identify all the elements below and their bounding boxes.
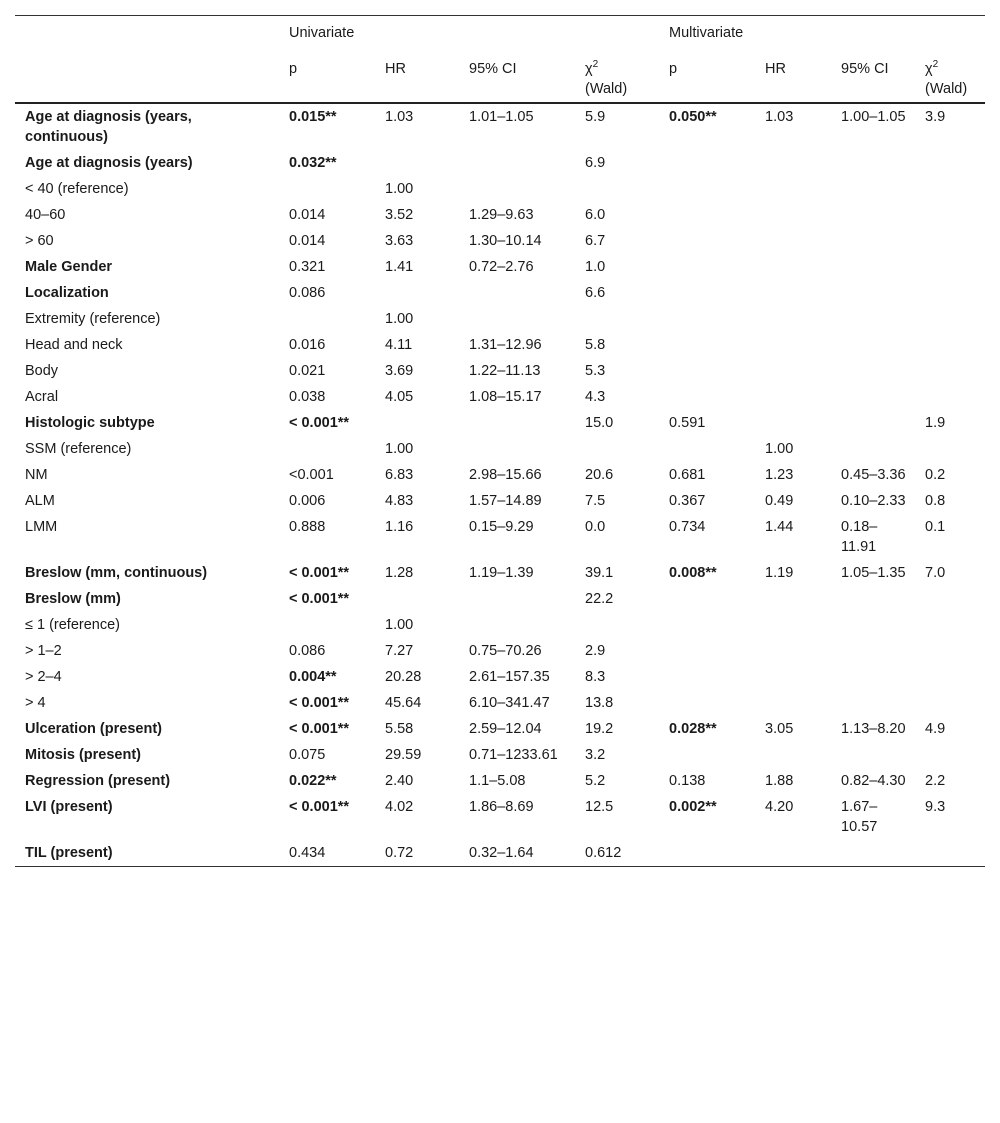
row-label: > 4 <box>25 695 46 711</box>
table-row <box>15 462 985 488</box>
chi-superscript: 2 <box>592 59 599 71</box>
table-cell: 0.138 <box>669 773 706 789</box>
table-cell: 6.10–341.47 <box>469 695 550 711</box>
col-header-multi-ci: 95% CI <box>831 52 915 103</box>
table-row <box>15 410 985 436</box>
table-cell <box>659 586 755 612</box>
table-cell <box>659 306 755 332</box>
table-cell: 4.83 <box>385 493 414 509</box>
table-cell: < 0.001** <box>289 415 350 431</box>
table-cell: 1.00–1.05 <box>841 109 906 125</box>
table-row <box>15 202 985 228</box>
row-label: Localization <box>25 285 109 301</box>
table-cell <box>915 742 985 768</box>
table-cell <box>831 150 915 176</box>
table-cell: 7.0 <box>925 565 946 581</box>
table-cell <box>755 638 831 664</box>
header-multivariate: Multivariate <box>659 16 985 53</box>
table-cell: 2.40 <box>385 773 414 789</box>
table-cell: 1.00 <box>385 617 414 633</box>
table-row <box>15 358 985 384</box>
table-cell <box>831 638 915 664</box>
row-label: Histologic subtype <box>25 415 155 431</box>
table-cell: 1.28 <box>385 565 414 581</box>
table-cell: 39.1 <box>585 565 614 581</box>
table-cell <box>575 176 659 202</box>
table-row <box>15 280 985 306</box>
table-cell: 0.016 <box>289 337 326 353</box>
table-cell: 0.8 <box>925 493 946 509</box>
table-cell: 1.41 <box>385 259 414 275</box>
table-cell <box>755 358 831 384</box>
table-cell: 0.591 <box>669 415 706 431</box>
table-cell <box>375 150 459 176</box>
table-cell: 0.15–9.29 <box>469 519 534 535</box>
table-cell: 19.2 <box>585 721 614 737</box>
table-cell: 1.67–10.57 <box>841 799 878 835</box>
table-cell <box>755 840 831 867</box>
col-header-uni-hr: HR <box>375 52 459 103</box>
table-cell <box>831 332 915 358</box>
table-cell <box>915 384 985 410</box>
table-row <box>15 612 985 638</box>
table-cell <box>915 436 985 462</box>
table-cell <box>831 742 915 768</box>
row-label: Age at diagnosis (years, continuous) <box>25 109 192 145</box>
row-label: LVI (present) <box>25 799 113 815</box>
table-cell <box>659 742 755 768</box>
table-cell <box>915 228 985 254</box>
table-cell <box>915 202 985 228</box>
table-cell <box>659 254 755 280</box>
table-cell <box>279 612 375 638</box>
chi-wald-label: (Wald) <box>585 81 628 97</box>
table-cell: 5.8 <box>585 337 606 353</box>
table-cell <box>755 176 831 202</box>
table-cell: 0.021 <box>289 363 326 379</box>
table-cell: 1.44 <box>765 519 794 535</box>
table-cell: 6.83 <box>385 467 414 483</box>
table-cell: 9.3 <box>925 799 946 815</box>
table-cell: 6.9 <box>585 155 606 171</box>
table-cell: 0.022** <box>289 773 337 789</box>
table-cell: 0.82–4.30 <box>841 773 906 789</box>
table-cell <box>659 150 755 176</box>
col-header-uni-ci: 95% CI <box>459 52 575 103</box>
table-cell: 5.9 <box>585 109 606 125</box>
table-row <box>15 638 985 664</box>
table-cell: < 0.001** <box>289 799 350 815</box>
table-cell: 6.0 <box>585 207 606 223</box>
table-cell: 0.2 <box>925 467 946 483</box>
table-cell: 2.59–12.04 <box>469 721 542 737</box>
table-cell: 0.050** <box>669 109 717 125</box>
table-cell <box>831 306 915 332</box>
table-cell: 1.86–8.69 <box>469 799 534 815</box>
row-label: SSM (reference) <box>25 441 132 457</box>
table-row <box>15 794 985 840</box>
table-cell <box>915 254 985 280</box>
table-row <box>15 768 985 794</box>
table-cell: 12.5 <box>585 799 614 815</box>
table-cell <box>755 306 831 332</box>
table-cell <box>915 150 985 176</box>
row-label: Extremity (reference) <box>25 311 161 327</box>
table-row <box>15 586 985 612</box>
table-cell <box>659 690 755 716</box>
table-header <box>15 16 985 104</box>
table-cell: 1.30–10.14 <box>469 233 542 249</box>
table-cell <box>755 586 831 612</box>
chi-symbol: χ <box>925 61 933 77</box>
table-cell: 0.321 <box>289 259 326 275</box>
table-cell <box>659 358 755 384</box>
table-row <box>15 436 985 462</box>
table-cell: 29.59 <box>385 747 422 763</box>
table-row <box>15 176 985 202</box>
table-row <box>15 664 985 690</box>
table-cell <box>659 202 755 228</box>
table-row <box>15 560 985 586</box>
table-cell <box>459 306 575 332</box>
row-label: Regression (present) <box>25 773 171 789</box>
table-cell <box>915 664 985 690</box>
chi-superscript: 2 <box>932 59 939 71</box>
table-cell: 1.0 <box>585 259 606 275</box>
col-header-multi-p: p <box>659 52 755 103</box>
row-label: Body <box>25 363 59 379</box>
table-cell: 0.028** <box>669 721 717 737</box>
table-cell <box>831 664 915 690</box>
hazard-ratio-table <box>15 15 985 867</box>
table-container <box>15 15 985 867</box>
table-row <box>15 840 985 867</box>
table-cell <box>755 202 831 228</box>
row-label: < 40 (reference) <box>25 181 129 197</box>
table-cell: 7.5 <box>585 493 606 509</box>
table-cell <box>459 176 575 202</box>
table-cell: 0.367 <box>669 493 706 509</box>
row-label: TIL (present) <box>15 840 279 867</box>
table-cell: 1.16 <box>385 519 414 535</box>
table-cell: 1.13–8.20 <box>841 721 906 737</box>
table-cell: 0.0 <box>585 519 606 535</box>
table-cell: 0.1 <box>925 519 946 535</box>
row-label: ALM <box>25 493 55 509</box>
table-cell: 0.734 <box>669 519 706 535</box>
table-cell: 0.888 <box>289 519 326 535</box>
table-cell: 1.1–5.08 <box>469 773 526 789</box>
table-cell: 1.03 <box>765 109 794 125</box>
header-empty-cell <box>15 16 279 53</box>
table-cell <box>375 410 459 436</box>
table-cell: 0.18–11.91 <box>841 519 878 555</box>
table-cell: 3.63 <box>385 233 414 249</box>
table-cell <box>831 586 915 612</box>
table-cell: 0.086 <box>289 285 326 301</box>
table-cell: 1.05–1.35 <box>841 565 906 581</box>
table-cell: 1.00 <box>385 441 414 457</box>
table-row <box>15 103 985 150</box>
table-cell <box>279 436 375 462</box>
table-cell: 1.19–1.39 <box>469 565 534 581</box>
table-cell: 0.004** <box>289 669 337 685</box>
chi-symbol: χ <box>585 61 593 77</box>
table-cell <box>831 436 915 462</box>
table-cell: 1.03 <box>385 109 414 125</box>
table-cell <box>755 150 831 176</box>
table-cell: 6.6 <box>585 285 606 301</box>
table-cell: 0.015** <box>289 109 337 125</box>
table-cell: 1.01–1.05 <box>469 109 534 125</box>
table-cell: 3.05 <box>765 721 794 737</box>
table-cell <box>659 664 755 690</box>
table-cell: <0.001 <box>289 467 334 483</box>
table-cell: 4.20 <box>765 799 794 815</box>
table-cell: 7.27 <box>385 643 414 659</box>
row-label: > 60 <box>25 233 54 249</box>
table-cell: < 0.001** <box>289 591 350 607</box>
col-header-multi-hr: HR <box>755 52 831 103</box>
row-label: Head and neck <box>25 337 123 353</box>
table-cell <box>755 410 831 436</box>
table-cell <box>755 332 831 358</box>
table-cell: 1.19 <box>765 565 794 581</box>
row-label: Age at diagnosis (years) <box>25 155 193 171</box>
table-cell <box>831 384 915 410</box>
table-cell: 0.681 <box>669 467 706 483</box>
table-row <box>15 690 985 716</box>
table-cell <box>915 586 985 612</box>
table-cell: 1.00 <box>765 441 794 457</box>
table-cell <box>915 332 985 358</box>
table-cell <box>831 840 915 867</box>
table-cell: 2.2 <box>925 773 946 789</box>
table-cell: 5.2 <box>585 773 606 789</box>
table-cell <box>831 280 915 306</box>
table-cell: 20.28 <box>385 669 422 685</box>
header-column-row <box>15 52 985 103</box>
table-cell: 2.98–15.66 <box>469 467 542 483</box>
table-cell <box>755 664 831 690</box>
row-label: ≤ 1 (reference) <box>25 617 120 633</box>
table-cell: 1.31–12.96 <box>469 337 542 353</box>
table-cell: 0.086 <box>289 643 326 659</box>
table-cell: 4.9 <box>925 721 946 737</box>
table-cell: 1.9 <box>925 415 946 431</box>
table-cell: < 0.001** <box>289 721 350 737</box>
table-cell <box>831 228 915 254</box>
row-label: Breslow (mm, continuous) <box>25 565 208 581</box>
table-cell: 1.22–11.13 <box>469 363 541 379</box>
col-header-multi-chi2 <box>915 52 985 103</box>
table-cell: 3.69 <box>385 363 414 379</box>
table-cell: 4.11 <box>385 337 413 353</box>
table-cell <box>279 176 375 202</box>
table-cell: 3.2 <box>585 747 606 763</box>
table-cell <box>915 840 985 867</box>
table-cell: 0.002** <box>669 799 717 815</box>
table-cell: 5.3 <box>585 363 606 379</box>
table-cell: 1.88 <box>765 773 794 789</box>
table-cell <box>831 612 915 638</box>
header-group-row <box>15 16 985 53</box>
table-cell <box>375 586 459 612</box>
table-row <box>15 254 985 280</box>
table-cell <box>659 384 755 410</box>
table-cell: 4.3 <box>585 389 606 405</box>
table-cell: 0.006 <box>289 493 326 509</box>
table-row <box>15 514 985 560</box>
row-label: NM <box>25 467 48 483</box>
col-header-uni-p: p <box>279 52 375 103</box>
table-cell <box>659 612 755 638</box>
table-cell: 15.0 <box>585 415 614 431</box>
table-cell <box>459 280 575 306</box>
table-cell: < 0.001** <box>289 565 350 581</box>
table-cell <box>659 638 755 664</box>
table-cell: 0.10–2.33 <box>841 493 906 509</box>
table-cell <box>831 690 915 716</box>
table-cell: 5.58 <box>385 721 414 737</box>
table-cell <box>459 586 575 612</box>
header-empty-cell <box>15 52 279 103</box>
table-cell: 0.434 <box>279 840 375 867</box>
table-cell <box>831 410 915 436</box>
table-row <box>15 384 985 410</box>
table-cell <box>915 690 985 716</box>
table-cell <box>755 612 831 638</box>
table-cell <box>375 280 459 306</box>
table-cell <box>755 384 831 410</box>
table-cell <box>659 228 755 254</box>
table-cell: 1.08–15.17 <box>469 389 542 405</box>
table-cell: 0.075 <box>289 747 326 763</box>
table-cell <box>459 436 575 462</box>
table-cell <box>659 840 755 867</box>
row-label: Mitosis (present) <box>25 747 142 763</box>
row-label: Male Gender <box>25 259 113 275</box>
row-label: Ulceration (present) <box>25 721 162 737</box>
table-cell: 8.3 <box>585 669 606 685</box>
table-cell <box>755 690 831 716</box>
table-cell: 0.32–1.64 <box>459 840 575 867</box>
table-row <box>15 228 985 254</box>
table-cell <box>755 280 831 306</box>
row-label: > 2–4 <box>25 669 62 685</box>
table-cell: 4.05 <box>385 389 414 405</box>
table-cell: 22.2 <box>585 591 614 607</box>
table-cell: 1.57–14.89 <box>469 493 542 509</box>
table-cell <box>831 202 915 228</box>
table-cell: 0.014 <box>289 207 326 223</box>
table-row <box>15 488 985 514</box>
table-cell: 3.9 <box>925 109 946 125</box>
table-cell <box>575 306 659 332</box>
row-label: Breslow (mm) <box>25 591 121 607</box>
table-cell: 4.02 <box>385 799 414 815</box>
table-cell <box>659 436 755 462</box>
table-cell <box>459 612 575 638</box>
row-label: > 1–2 <box>25 643 62 659</box>
table-cell: 1.00 <box>385 181 414 197</box>
row-label: 40–60 <box>25 207 66 223</box>
table-cell <box>279 306 375 332</box>
table-cell: 0.72–2.76 <box>469 259 534 275</box>
table-cell <box>575 612 659 638</box>
table-cell: 0.008** <box>669 565 717 581</box>
table-body <box>15 103 985 867</box>
chi-wald-label: (Wald) <box>925 81 968 97</box>
row-label: Acral <box>25 389 59 405</box>
table-cell: 1.00 <box>385 311 414 327</box>
table-cell: 2.61–157.35 <box>469 669 550 685</box>
col-header-uni-chi2 <box>575 52 659 103</box>
table-cell <box>659 332 755 358</box>
table-cell: 0.014 <box>289 233 326 249</box>
table-cell: 3.52 <box>385 207 414 223</box>
table-cell: 13.8 <box>585 695 614 711</box>
table-cell: 0.038 <box>289 389 326 405</box>
table-cell <box>915 306 985 332</box>
table-row <box>15 332 985 358</box>
table-cell <box>915 612 985 638</box>
table-cell: 2.9 <box>585 643 606 659</box>
table-cell <box>755 254 831 280</box>
table-cell: 0.72 <box>375 840 459 867</box>
table-row <box>15 306 985 332</box>
table-cell: 0.71–1233.61 <box>469 747 558 763</box>
table-cell: 0.032** <box>289 155 337 171</box>
table-cell: 6.7 <box>585 233 606 249</box>
table-cell <box>755 228 831 254</box>
table-cell: 0.45–3.36 <box>841 467 906 483</box>
table-cell <box>831 358 915 384</box>
table-row <box>15 742 985 768</box>
table-cell <box>831 176 915 202</box>
table-cell: 1.29–9.63 <box>469 207 534 223</box>
table-row <box>15 150 985 176</box>
table-cell <box>915 280 985 306</box>
table-cell <box>915 358 985 384</box>
table-cell: 20.6 <box>585 467 614 483</box>
table-cell: 0.49 <box>765 493 794 509</box>
table-cell <box>575 436 659 462</box>
table-row <box>15 716 985 742</box>
table-cell: 0.612 <box>575 840 659 867</box>
table-cell: 1.23 <box>765 467 794 483</box>
header-univariate: Univariate <box>279 16 659 53</box>
row-label: LMM <box>25 519 58 535</box>
table-cell <box>459 150 575 176</box>
table-cell <box>755 742 831 768</box>
table-cell <box>659 280 755 306</box>
table-cell: 0.75–70.26 <box>469 643 542 659</box>
table-cell <box>915 638 985 664</box>
table-cell <box>659 176 755 202</box>
table-cell <box>915 176 985 202</box>
table-cell: < 0.001** <box>289 695 350 711</box>
table-cell: 45.64 <box>385 695 422 711</box>
table-cell <box>831 254 915 280</box>
table-cell <box>459 410 575 436</box>
